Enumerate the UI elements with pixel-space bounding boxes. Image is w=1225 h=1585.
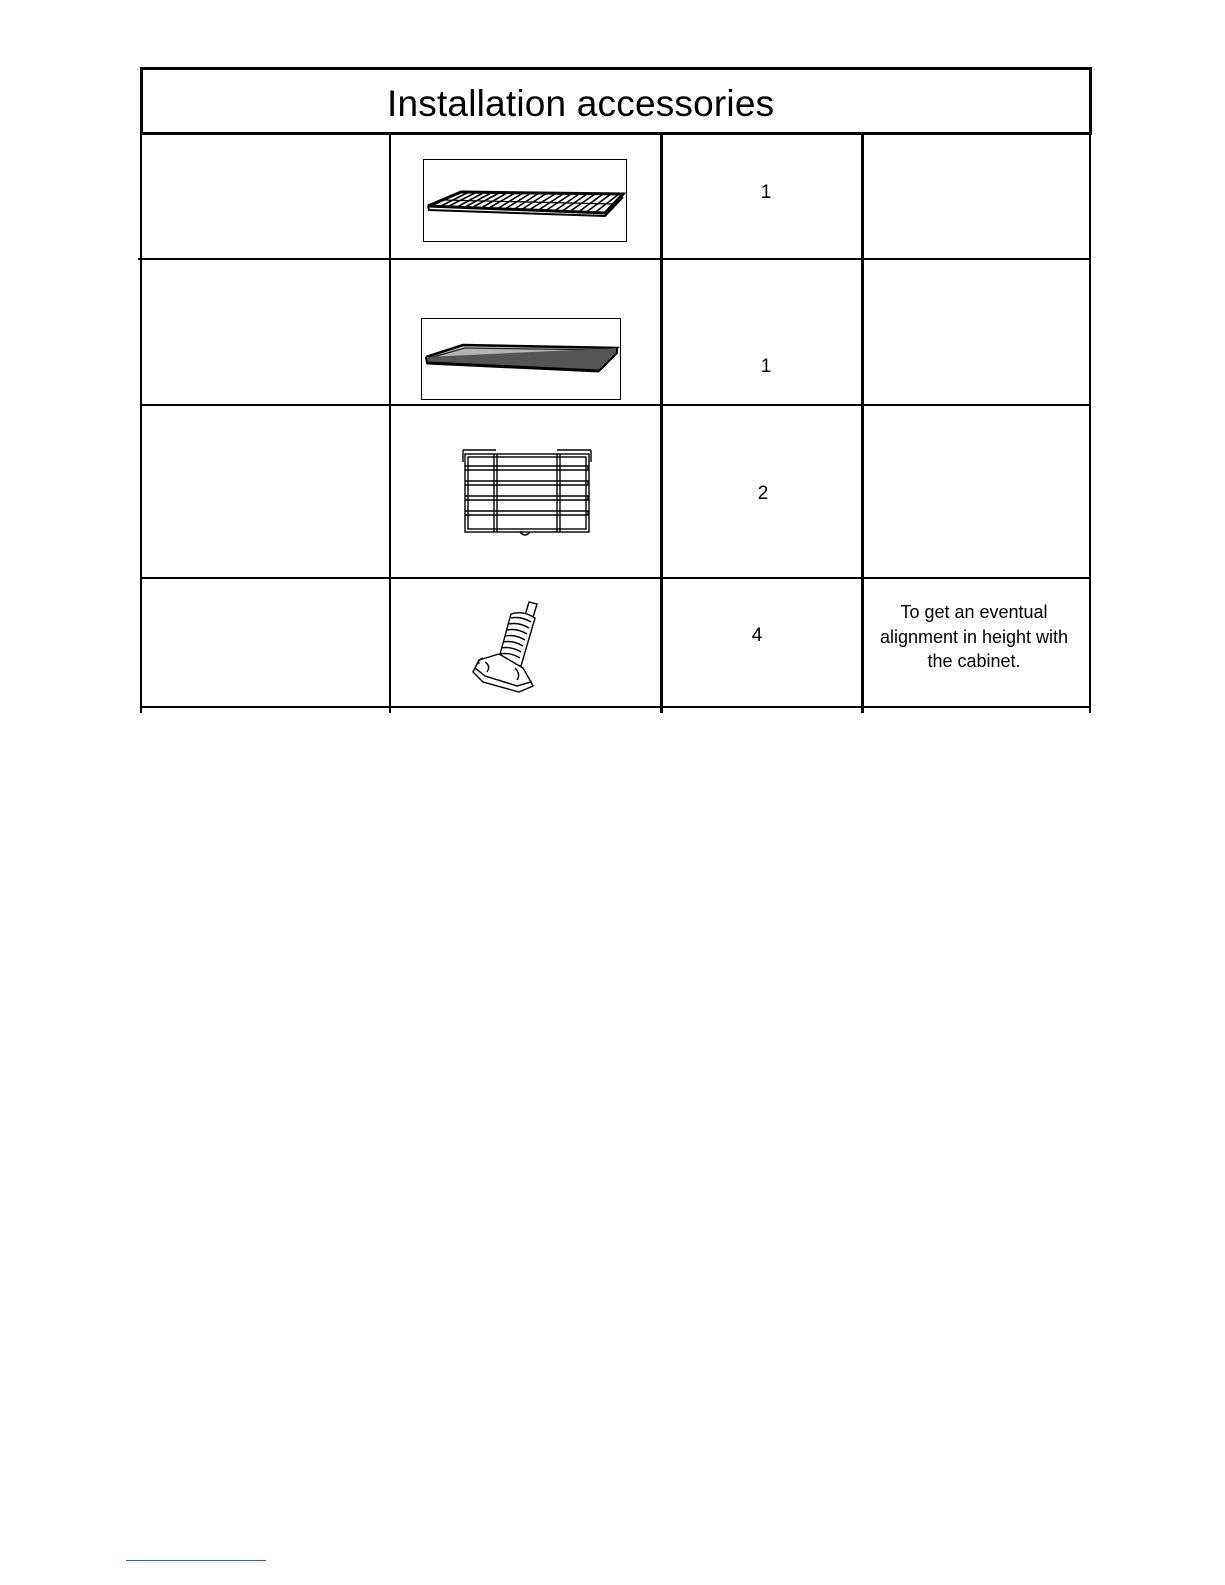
row-note: To get an eventual alignment in height with the cabinet. bbox=[879, 602, 1069, 671]
quantity-value: 1 bbox=[760, 356, 772, 377]
adjustable-foot-icon bbox=[465, 596, 555, 694]
quantity-value: 4 bbox=[751, 625, 763, 646]
column-divider-2 bbox=[660, 135, 663, 713]
row-divider-2 bbox=[140, 404, 1089, 406]
column-divider-3 bbox=[861, 135, 864, 713]
baking-tray-icon bbox=[421, 318, 622, 401]
quantity-value: 2 bbox=[757, 483, 769, 504]
table-title-box bbox=[140, 67, 1092, 135]
table-right-border bbox=[1089, 135, 1091, 713]
wire-grid-shelf-icon bbox=[423, 159, 628, 243]
table-left-border bbox=[140, 135, 142, 713]
footer-underline bbox=[126, 1560, 266, 1561]
row-divider-1 bbox=[138, 258, 1089, 260]
row-divider-3 bbox=[140, 577, 1089, 579]
column-divider-1 bbox=[389, 135, 391, 713]
side-rack-icon bbox=[460, 448, 594, 540]
page-title: Installation accessories bbox=[387, 83, 775, 124]
row-divider-4 bbox=[140, 706, 1091, 708]
quantity-value: 1 bbox=[760, 182, 772, 203]
